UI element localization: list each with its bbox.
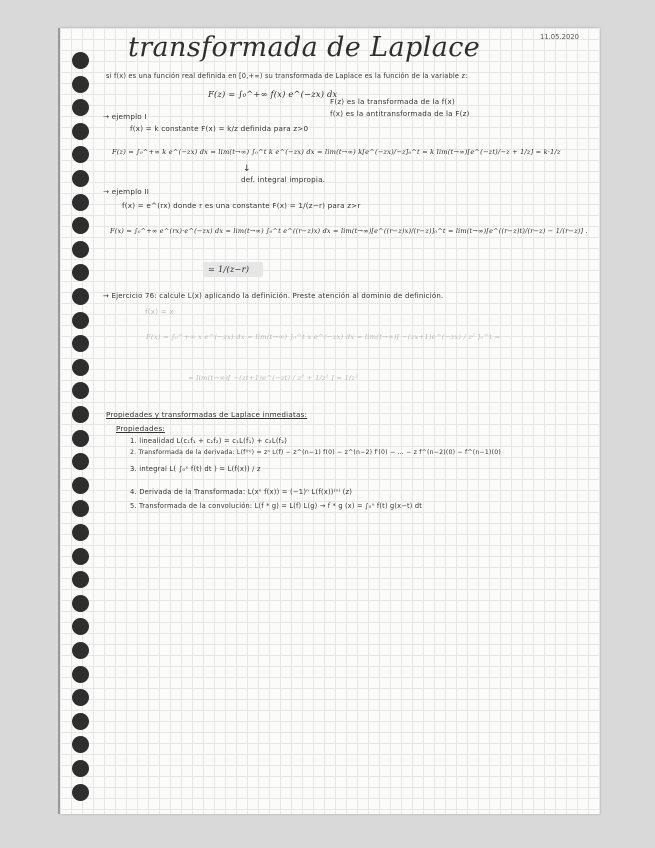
binding-hole <box>72 170 89 187</box>
page-title: transformada de Laplace <box>128 32 481 63</box>
example-2-result: = 1/(z−r) <box>208 264 250 274</box>
transform-note: F(z) es la transformada de la f(x) <box>330 97 455 106</box>
property-item: 3. integral L( ∫₀ˣ f(t) dt ) = L(f(x)) / z <box>130 465 261 473</box>
example-2-label: → ejemplo II <box>103 187 150 196</box>
example-1-formula: F(z) = ∫₀^+∞ k e^(−zx) dx = lim(t→∞) ∫₀^t k e^(−zx) dx = lim(t→∞) k[e^(−zx)/−z]₀^t = k lim(t→∞)[e^(−zt)/−z + 1/z] = k·1/z <box>112 148 561 156</box>
exercise-label: → Ejercicio 76: calcule L(x) aplicando la definición. Preste atención al dominio de definición. <box>103 292 444 300</box>
example-1-given: f(x) = k constante F(x) = k/z definida para z>0 <box>130 124 309 133</box>
example-1-label: → ejemplo I <box>103 112 147 121</box>
binding-hole <box>72 217 89 234</box>
property-item: 5. Transformada de la convolución: L(f * g) = L(f) L(g) → f * g (x) = ∫₀ˣ f(t) g(x−t) dt <box>130 502 423 510</box>
example-2-given: f(x) = e^(rx) donde r es una constante F(x) = 1/(z−r) para z>r <box>122 201 361 210</box>
binding-hole <box>72 784 89 801</box>
binding-hole <box>72 146 89 163</box>
properties-subheading: Propiedades: <box>116 424 165 433</box>
binding-hole <box>72 430 89 447</box>
example-1-note: def. integral impropia. <box>241 175 326 184</box>
binding-hole <box>72 642 89 659</box>
binding-hole <box>72 288 89 305</box>
binding-hole <box>72 500 89 517</box>
binding-hole <box>72 194 89 211</box>
binding-hole <box>72 312 89 329</box>
page-edge <box>58 28 60 814</box>
binding-hole <box>72 335 89 352</box>
binding-hole <box>72 52 89 69</box>
definition-text: si f(x) es una función real definida en [0,+∞) su transformada de Laplace es la función de la variable z: <box>106 72 468 80</box>
example-2-formula: F(x) = ∫₀^+∞ e^(rx)·e^(−zx) dx = lim(t→∞) ∫₀^t e^((r−z)x) dx = lim(t→∞)[e^((r−z)x)/(r−z)]₀^t = lim(t→∞)[e^((r−z)t)/(r−z) − 1/(r−z)] . <box>110 227 588 235</box>
binding-hole <box>72 76 89 93</box>
binding-hole <box>72 359 89 376</box>
binding-hole <box>72 264 89 281</box>
exercise-line-2: = lim(t→∞)[ −(zt+1)e^(−zt) / z² + 1/z² ] = 1/z² <box>188 374 359 382</box>
binding-hole <box>72 477 89 494</box>
binding-hole <box>72 666 89 683</box>
binding-hole <box>72 760 89 777</box>
improper-integral-arrow: ↓ <box>243 164 251 174</box>
binding-hole <box>72 241 89 258</box>
binding-hole <box>72 406 89 423</box>
binding-hole <box>72 548 89 565</box>
binding-hole <box>72 382 89 399</box>
property-item: 2. Transformada de la derivada: L(f⁽ⁿ⁾) = zⁿ L(f) − z^(n−1) f(0) − z^(n−2) f′(0) − … − z f^(n−2)(0) − f^(n−1)(0) <box>130 449 501 456</box>
binding-hole <box>72 736 89 753</box>
laplace-formula: F(z) = ∫₀^+∞ f(x) e^(−zx) dx <box>208 89 338 99</box>
property-item: 1. linealidad L(c₁f₁ + c₂f₂) = c₁L(f₁) + c₂L(f₂) <box>130 437 288 445</box>
binding-hole <box>72 571 89 588</box>
binding-hole <box>72 99 89 116</box>
exercise-given: f(x) = x <box>145 307 174 316</box>
notebook-page <box>60 28 600 814</box>
exercise-line-1: F(x) = ∫₀^+∞ x e^(−zx) dx = lim(t→∞) ∫₀^t x e^(−zx) dx = lim(t→∞)[ −(zx+1)e^(−zx) / z² ]₀^t = <box>146 333 501 341</box>
binding-hole <box>72 618 89 635</box>
binding-hole <box>72 453 89 470</box>
antitransform-note: f(x) es la antitransformada de la F(z) <box>330 109 470 118</box>
binding-hole <box>72 713 89 730</box>
property-item: 4. Derivada de la Transformada: L(xⁿ f(x)) = (−1)ⁿ L(f(x))⁽ⁿ⁾ (z) <box>130 488 353 496</box>
binding-hole <box>72 123 89 140</box>
binding-hole <box>72 689 89 706</box>
page-date: 11.05.2020 <box>540 33 579 41</box>
binding-hole <box>72 595 89 612</box>
binding-hole <box>72 524 89 541</box>
properties-heading: Propiedades y transformadas de Laplace inmediatas: <box>106 410 308 419</box>
